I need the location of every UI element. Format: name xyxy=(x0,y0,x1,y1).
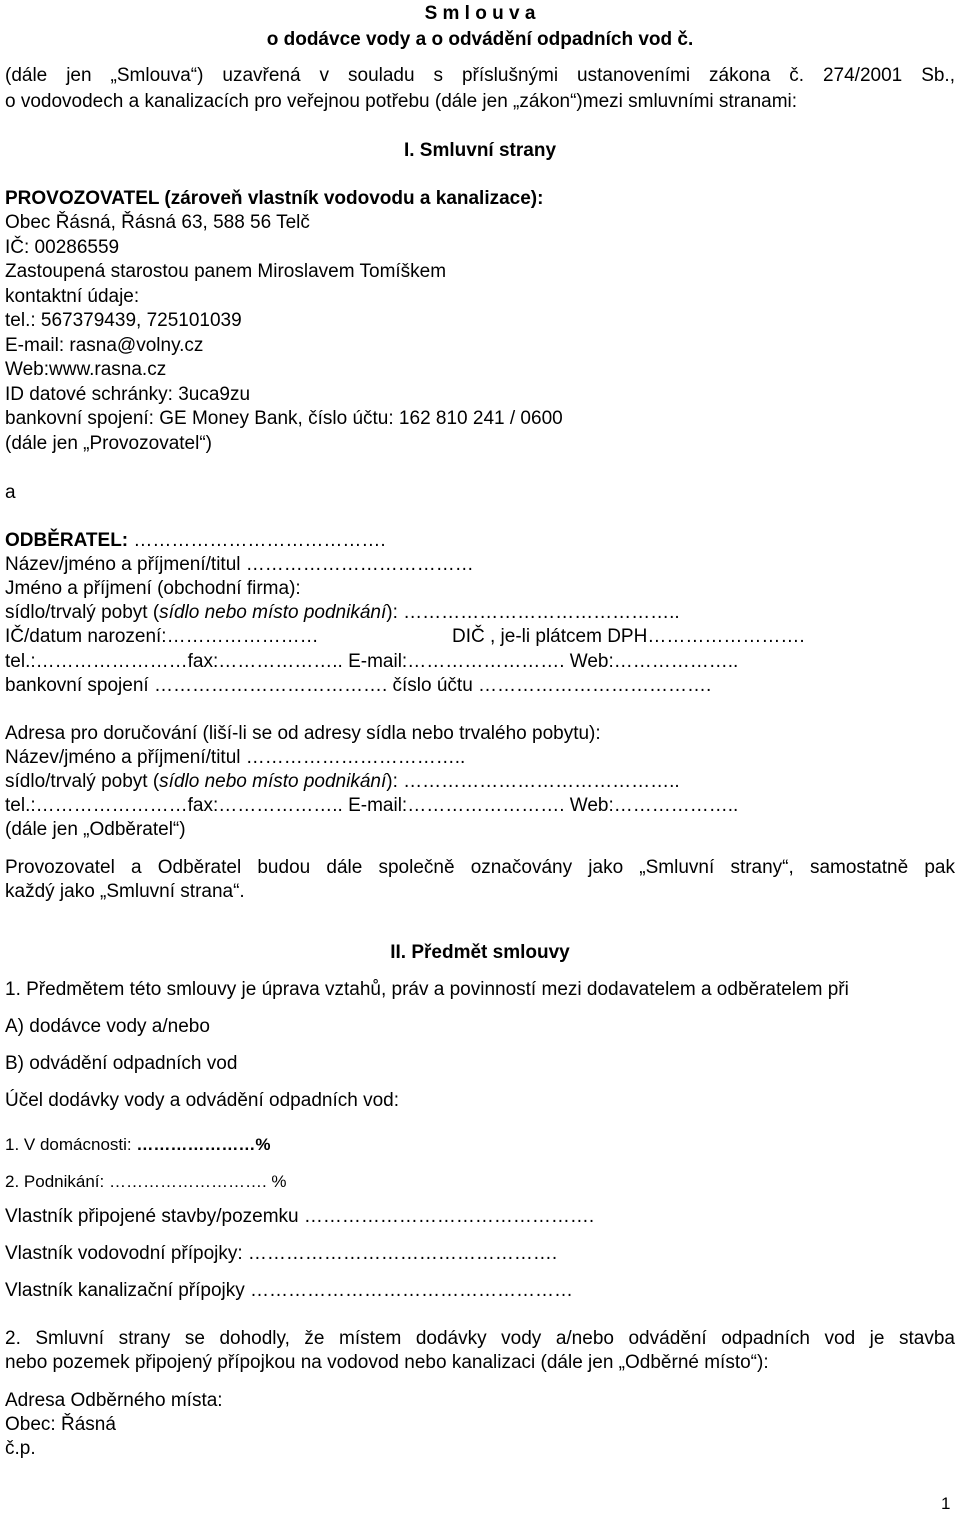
odberatel-seat-italic: sídlo nebo místo podnikání xyxy=(159,602,387,623)
owner-water-connection: Vlastník vodovodní přípojky: …………………………………………. xyxy=(5,1243,558,1264)
document-title: S m l o u v a xyxy=(424,3,536,24)
provozovatel-alias: (dále jen „Provozovatel“) xyxy=(5,433,212,454)
provozovatel-email: E-mail: rasna@volny.cz xyxy=(5,335,204,356)
provozovatel-databox: ID datové schránky: 3uca9zu xyxy=(5,384,251,405)
delivery-seat-italic: sídlo nebo místo podnikání xyxy=(159,771,387,792)
household-value: …………………% xyxy=(136,1135,271,1154)
delivery-place-line-2: nebo pozemek připojený přípojkou na vodovod nebo kanalizaci (dále jen „Odběrné místo“): xyxy=(5,1352,769,1373)
odberatel-bank: bankovní spojení ………………………………. číslo účtu ………………………………. xyxy=(5,675,712,696)
odberatel-contacts: tel.:……………………fax:……………….. E-mail:……………………. Web:……………….. xyxy=(5,651,739,672)
odberatel-ic-date: IČ/datum narození:…………………… xyxy=(5,626,319,647)
provozovatel-heading: PROVOZOVATEL (zároveň vlastník vodovodu a kanalizace): xyxy=(5,188,544,209)
parties-line-1: Provozovatel a Odběratel budou dále společně označovány jako „Smluvní strany“, samostatně pak xyxy=(5,857,955,878)
provozovatel-web: Web:www.rasna.cz xyxy=(5,359,167,380)
purpose-household xyxy=(5,1133,270,1157)
purpose-label: Účel dodávky vody a odvádění odpadních vod: xyxy=(5,1090,399,1111)
household-label: 1. V domácnosti: xyxy=(5,1135,137,1154)
odberatel-seat xyxy=(5,601,680,625)
page-number: 1 xyxy=(941,1494,951,1513)
delivery-seat xyxy=(5,770,680,794)
delivery-contacts: tel.:……………………fax:……………….. E-mail:……………………. Web:……………….. xyxy=(5,795,739,816)
subject-paragraph-1: 1. Předmětem této smlouvy je úprava vztahů, práv a povinností mezi dodavatelem a odběratelem při xyxy=(5,979,849,1000)
document-subtitle: o dodávce vody a o odvádění odpadních vod č. xyxy=(266,29,694,50)
odberatel-seat-prefix: sídlo/trvalý pobyt ( xyxy=(5,602,160,623)
purpose-business: 2. Podnikání: ………………………. % xyxy=(5,1172,287,1191)
odberatel-heading-line xyxy=(5,529,386,553)
section-1-heading: I. Smluvní strany xyxy=(403,140,557,161)
delivery-place-line-1: 2. Smluvní strany se dohodly, že místem dodávky vody a/nebo odvádění odpadních vod je stavba xyxy=(5,1328,955,1349)
subject-option-b: B) odvádění odpadních vod xyxy=(5,1053,238,1074)
odberatel-firm: Jméno a příjmení (obchodní firma): xyxy=(5,578,301,599)
provozovatel-contact-label: kontaktní údaje: xyxy=(5,286,140,307)
odberatel-heading: ODBĚRATEL: xyxy=(5,530,129,551)
provozovatel-tel: tel.: 567379439, 725101039 xyxy=(5,310,242,331)
delivery-seat-prefix: sídlo/trvalý pobyt ( xyxy=(5,771,160,792)
delivery-address-heading: Adresa pro doručování (liší-li se od adresy sídla nebo trvalého pobytu): xyxy=(5,723,601,744)
conjunction-and: a xyxy=(5,482,16,503)
delivery-place-label: Adresa Odběrného místa: xyxy=(5,1390,223,1411)
delivery-seat-suffix: ): …………………………………….. xyxy=(386,771,680,792)
odberatel-name: Název/jméno a příjmení/titul ……………………………… xyxy=(5,554,474,575)
subject-option-a: A) dodávce vody a/nebo xyxy=(5,1016,210,1037)
owner-sewer-connection: Vlastník kanalizační přípojky …………………………………………… xyxy=(5,1280,574,1301)
parties-line-2: každý jako „Smluvní strana“. xyxy=(5,881,245,902)
odberatel-alias: (dále jen „Odběratel“) xyxy=(5,819,186,840)
odberatel-seat-suffix: ): …………………………………….. xyxy=(386,602,680,623)
section-2-heading: II. Předmět smlouvy xyxy=(390,942,570,963)
provozovatel-representative: Zastoupená starostou panem Miroslavem Tomíškem xyxy=(5,261,447,282)
odberatel-dic: DIČ , je-li plátcem DPH……………………. xyxy=(452,626,805,647)
provozovatel-ic: IČ: 00286559 xyxy=(5,237,120,258)
provozovatel-address: Obec Řásná, Řásná 63, 588 56 Telč xyxy=(5,212,310,233)
intro-line-1: (dále jen „Smlouva“) uzavřená v souladu s příslušnými ustanoveními zákona č. 274/2001 Sb., xyxy=(5,65,955,86)
delivery-name: Název/jméno a příjmení/titul …………………………….. xyxy=(5,747,466,768)
delivery-place-cp: č.p. xyxy=(5,1438,36,1459)
delivery-place-obec: Obec: Řásná xyxy=(5,1414,116,1435)
odberatel-heading-dots: …………………………………. xyxy=(128,530,386,551)
owner-building: Vlastník připojené stavby/pozemku ………………………………………. xyxy=(5,1206,595,1227)
provozovatel-bank: bankovní spojení: GE Money Bank, číslo účtu: 162 810 241 / 0600 xyxy=(5,408,563,429)
intro-line-2: o vodovodech a kanalizacích pro veřejnou potřebu (dále jen „zákon“)mezi smluvními stranami: xyxy=(5,91,798,112)
